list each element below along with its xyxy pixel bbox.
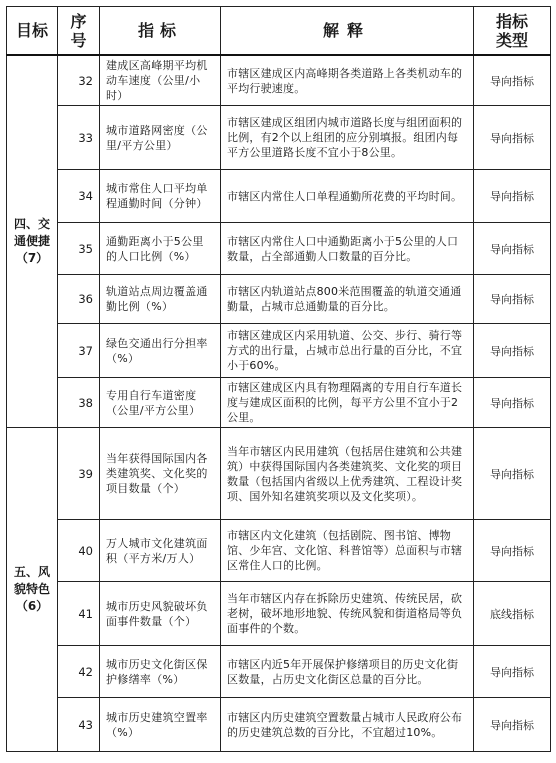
explanation-cell: 市辖区建成区内具有物理隔离的专用自行车道长度与建成区面积的比例，每平方公里不宜小于2公里。 — [221, 378, 474, 428]
explanation-cell: 当年市辖区内民用建筑（包括居住建筑和公共建筑）中获得国际国内各类建筑奖、文化奖的项目数量（包括国内省级以上优秀建筑、工程设计奖项、国外知名建筑奖项以及文化奖项）。 — [221, 428, 474, 520]
type-cell: 导向指标 — [474, 324, 551, 378]
indicator-cell: 当年获得国际国内各类建筑奖、文化奖的项目数量（个） — [100, 428, 221, 520]
indicator-cell: 万人城市文化建筑面积（平方米/万人） — [100, 520, 221, 582]
indicator-cell: 绿色交通出行分担率（%） — [100, 324, 221, 378]
number-cell: 35 — [58, 223, 100, 275]
table-row — [7, 223, 551, 275]
category-cell — [7, 55, 58, 428]
explanation-cell: 市辖区内文化建筑（包括剧院、图书馆、博物馆、少年宫、文化馆、科普馆等）总面积与市辖区常住人口的比例。 — [221, 520, 474, 582]
type-cell: 导向指标 — [474, 378, 551, 428]
explanation-cell: 市辖区建成区组团内城市道路长度与组团面积的比例，有2个以上组团的应分别填报。组团内每平方公里道路长度不宜小于8公里。 — [221, 106, 474, 170]
indicator-cell: 城市历史建筑空置率（%） — [100, 698, 221, 752]
number-cell: 38 — [58, 378, 100, 428]
explanation-cell: 当年市辖区内存在拆除历史建筑、传统民居，砍老树，破坏地形地貌、传统风貌和街道格局等负面事件的个数。 — [221, 582, 474, 646]
number-cell: 39 — [58, 428, 100, 520]
header-category-text: 目标 — [15, 21, 48, 40]
header-explanation-text: 解释 — [322, 21, 371, 40]
type-cell: 导向指标 — [474, 223, 551, 275]
indicator-cell: 城市道路网密度（公里/平方公里） — [100, 106, 221, 170]
indicator-cell: 城市历史文化街区保护修缮率（%） — [100, 646, 221, 698]
explanation-cell: 市辖区建成区内高峰期各类道路上各类机动车的平均行驶速度。 — [221, 55, 474, 106]
table-row — [7, 106, 551, 170]
indicator-table — [6, 6, 551, 752]
explanation-cell: 市辖区内轨道站点800米范围覆盖的轨道交通通勤量，占城市总通勤量的百分比。 — [221, 275, 474, 324]
header-type-text: 指标类型 — [495, 11, 528, 50]
explanation-cell: 市辖区建成区内采用轨道、公交、步行、骑行等方式的出行量，占城市总出行量的百分比，不宜小于60%。 — [221, 324, 474, 378]
category-label: 四、交通便捷（7） — [13, 217, 50, 265]
header-category — [7, 7, 58, 56]
indicator-cell: 建成区高峰期平均机动车速度（公里/小时） — [100, 55, 221, 106]
table-row — [7, 55, 551, 106]
header-number — [58, 7, 100, 56]
number-cell: 42 — [58, 646, 100, 698]
type-cell: 底线指标 — [474, 582, 551, 646]
indicator-cell: 专用自行车道密度（公里/平方公里） — [100, 378, 221, 428]
table-row — [7, 378, 551, 428]
indicator-cell: 轨道站点周边覆盖通勤比例（%） — [100, 275, 221, 324]
type-cell: 导向指标 — [474, 428, 551, 520]
explanation-cell: 市辖区内常住人口单程通勤所花费的平均时间。 — [221, 170, 474, 223]
header-indicator — [100, 7, 221, 56]
number-cell: 43 — [58, 698, 100, 752]
number-cell: 32 — [58, 55, 100, 106]
number-cell: 36 — [58, 275, 100, 324]
header-number-text: 序号 — [70, 11, 87, 50]
table-row — [7, 324, 551, 378]
table-row — [7, 170, 551, 223]
table-row — [7, 698, 551, 752]
explanation-cell: 市辖区内近5年开展保护修缮项目的历史文化街区数量，占历史文化街区总量的百分比。 — [221, 646, 474, 698]
type-cell: 导向指标 — [474, 55, 551, 106]
number-cell: 33 — [58, 106, 100, 170]
number-cell: 40 — [58, 520, 100, 582]
number-cell: 41 — [58, 582, 100, 646]
category-label: 五、风貌特色（6） — [13, 565, 50, 613]
indicator-cell: 城市常住人口平均单程通勤时间（分钟） — [100, 170, 221, 223]
header-indicator-text: 指标 — [137, 21, 182, 40]
table-row — [7, 520, 551, 582]
number-cell: 34 — [58, 170, 100, 223]
type-cell: 导向指标 — [474, 698, 551, 752]
type-cell: 导向指标 — [474, 646, 551, 698]
explanation-cell: 市辖区内历史建筑空置数量占城市人民政府公布的历史建筑总数的百分比，不宜超过10%。 — [221, 698, 474, 752]
table-row — [7, 275, 551, 324]
table-row — [7, 582, 551, 646]
category-cell — [7, 428, 58, 752]
type-cell: 导向指标 — [474, 170, 551, 223]
table-row — [7, 646, 551, 698]
type-cell: 导向指标 — [474, 520, 551, 582]
header-row — [7, 7, 551, 56]
type-cell: 导向指标 — [474, 106, 551, 170]
indicator-cell: 城市历史风貌破坏负面事件数量（个） — [100, 582, 221, 646]
number-cell: 37 — [58, 324, 100, 378]
table-row — [7, 428, 551, 520]
header-explanation — [221, 7, 474, 56]
explanation-cell: 市辖区内常住人口中通勤距离小于5公里的人口数量，占全部通勤人口数量的百分比。 — [221, 223, 474, 275]
indicator-cell: 通勤距离小于5公里的人口比例（%） — [100, 223, 221, 275]
header-type — [474, 7, 551, 56]
type-cell: 导向指标 — [474, 275, 551, 324]
